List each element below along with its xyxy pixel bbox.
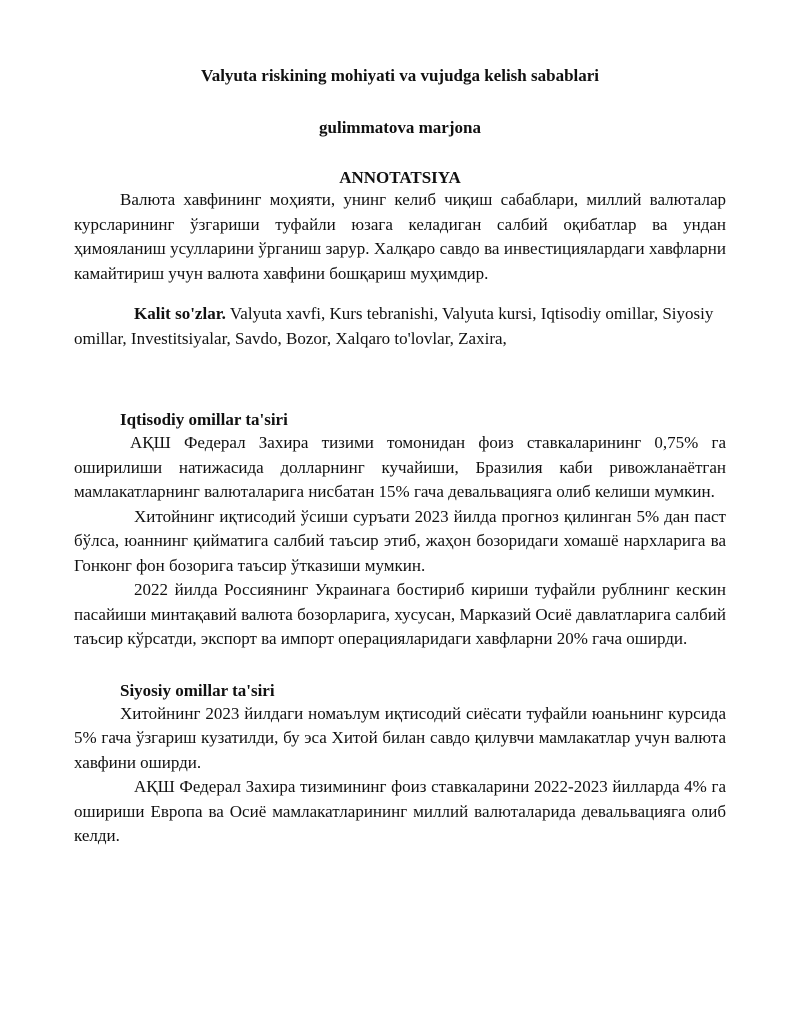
political-paragraph-2: АҚШ Федерал Захира тизимининг фоиз ставкаларини 2022-2023 йилларда 4% га ошириши Европа ва Осиё мамлакатларининг миллий валюталарида девальвацияга олиб келди. — [74, 777, 726, 845]
author-name: gulimmatova marjona — [319, 118, 481, 137]
annotation-heading: ANNOTATSIYA — [339, 168, 461, 187]
economic-paragraph-2: Хитойнинг иқтисодий ўсиши суръати 2023 йилда прогноз қилинган 5% дан паст бўлса, юаннинг қийматига салбий таъсир этиб, жаҳон бозоридаги хомашё нархларига ва Гонконг фон бозорига таъсир ўтказиши мумкин. — [74, 506, 726, 575]
section-heading-political: Siyosiy omillar ta'siri — [120, 680, 275, 700]
political-paragraph-1: Хитойнинг 2023 йилдаги номаълум иқтисодий сиёсати туфайли юаньнинг курсида 5% гача ўзгариш кузатилди, бу эса Хитой билан савдо қилувчи мамлакатлар учун валюта хавфини оширди. — [74, 703, 726, 772]
keywords-label: Kalit so'zlar. — [134, 304, 226, 323]
economic-paragraph-3: 2022 йилда Россиянинг Украинага бостириб кириши туфайли рублнинг кескин пасайиши минтақавий валюта бозорларига, хусусан, Марказий Осиё давлатларига салбий таъсир кўрсатди, экспорт ва импорт операцияларидаги хавфларни 20% гача оширди. — [74, 580, 726, 648]
annotation-paragraph: Валюта хавфининг моҳияти, унинг келиб чиқиш сабаблари, миллий валюталар курсларининг ўзгариши туфайли юзага келадиган салбий оқибатлар ва ундан ҳимояланиш усулларини ўрганиш зарур. Халқаро савдо ва инвестициялардаги хавфларни камайтириш учун валюта хавфини бошқариш муҳимдир. — [74, 190, 726, 283]
keywords-paragraph — [74, 302, 726, 351]
keywords-list: Valyuta xavfi, Kurs tebranishi, Valyuta kursi, Iqtisodiy omillar, Siyosiy omillar, Investitsiyalar, Savdo, Bozor, Xalqaro to'lovlar, Zaxira, — [74, 304, 714, 348]
economic-paragraph-1: АҚШ Федерал Захира тизими томонидан фоиз ставкаларининг 0,75% га оширилиши натижасида долларнинг кучайиши, Бразилия каби ривожланаётган мамлакатларнинг валюталарига нисбатан 15% гача девальвацияга олиб келиши мумкин. — [74, 433, 726, 501]
section-heading-economic: Iqtisodiy omillar ta'siri — [120, 410, 288, 429]
document-title: Valyuta riskining mohiyati va vujudga kelish sabablari — [200, 66, 600, 85]
